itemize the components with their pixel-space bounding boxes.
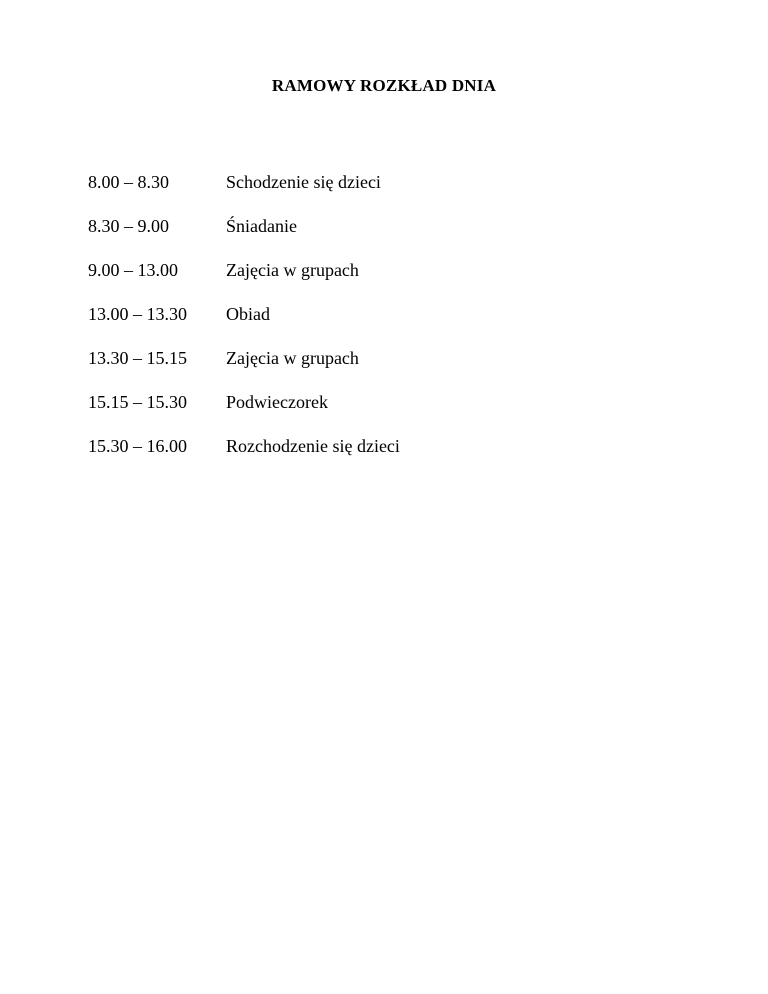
schedule-activity: Zajęcia w grupach [226, 260, 359, 280]
schedule-activity: Podwieczorek [226, 392, 328, 412]
schedule-time: 15.15 – 15.30 [88, 392, 187, 412]
schedule-activity: Schodzenie się dzieci [226, 172, 381, 192]
schedule-row [88, 424, 688, 468]
schedule-time: 9.00 – 13.00 [88, 260, 178, 280]
schedule-activity: Obiad [226, 304, 270, 324]
schedule-row [88, 160, 688, 204]
schedule-activity: Zajęcia w grupach [226, 348, 359, 368]
schedule-row [88, 380, 688, 424]
schedule-time: 13.30 – 15.15 [88, 348, 187, 368]
schedule-time: 8.30 – 9.00 [88, 216, 169, 236]
schedule-row [88, 292, 688, 336]
schedule-row [88, 248, 688, 292]
schedule-row [88, 204, 688, 248]
page-title: RAMOWY ROZKŁAD DNIA [271, 76, 497, 95]
schedule-time: 13.00 – 13.30 [88, 304, 187, 324]
schedule-row [88, 336, 688, 380]
schedule-time: 8.00 – 8.30 [88, 172, 169, 192]
schedule-activity: Śniadanie [226, 216, 297, 236]
schedule-list [88, 160, 688, 468]
schedule-time: 15.30 – 16.00 [88, 436, 187, 456]
schedule-activity: Rozchodzenie się dzieci [226, 436, 400, 456]
